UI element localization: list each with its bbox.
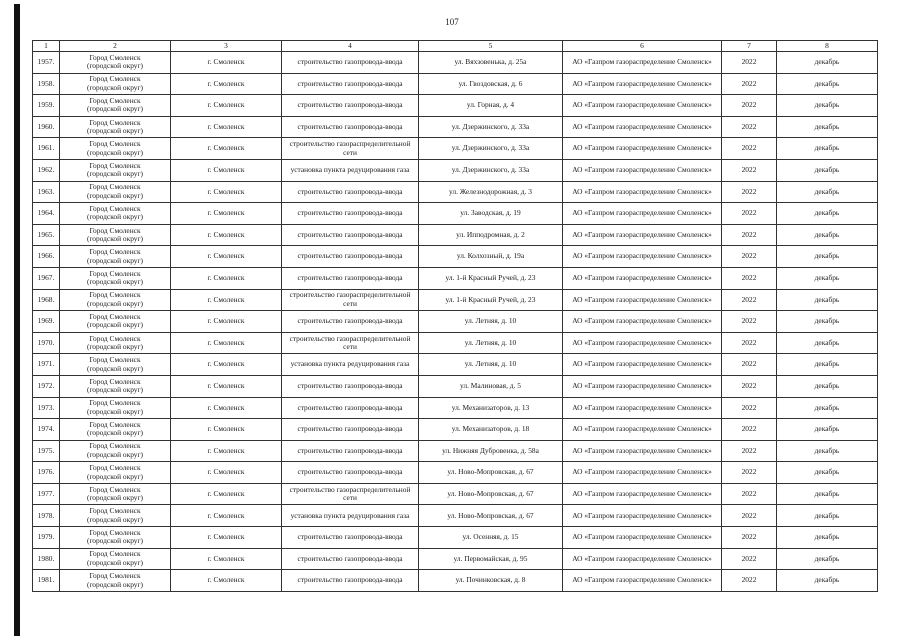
locality-cell: г. Смоленск — [171, 440, 282, 462]
address-cell: ул. Горная, д. 4 — [419, 95, 563, 117]
address-cell: ул. Летняя, д. 10 — [419, 332, 563, 354]
locality-cell: г. Смоленск — [171, 52, 282, 74]
locality-cell: г. Смоленск — [171, 462, 282, 484]
municipality-type: (городской округ) — [86, 212, 143, 222]
year-cell: 2022 — [722, 267, 777, 289]
organization-cell: АО «Газпром газораспределение Смоленск» — [563, 332, 722, 354]
row-number-cell: 1957. — [33, 52, 60, 74]
table-row — [33, 138, 878, 160]
work-type-cell: строительство газопровода-ввода — [282, 116, 419, 138]
address-cell: ул. Ново-Мопровская, д. 67 — [419, 483, 563, 505]
month-cell: декабрь — [777, 354, 878, 376]
municipality-name: Город Смоленск — [89, 333, 141, 343]
organization-cell: АО «Газпром газораспределение Смоленск» — [563, 116, 722, 138]
work-type-cell: установка пункта редуцирования газа — [282, 159, 419, 181]
work-type-cell: строительство газопровода-ввода — [282, 95, 419, 117]
table-row — [33, 440, 878, 462]
municipality-cell — [60, 440, 171, 462]
municipality-name: Город Смоленск — [89, 549, 141, 559]
table-body — [33, 52, 878, 592]
work-type-cell: строительство газопровода-ввода — [282, 462, 419, 484]
municipality-type: (городской округ) — [86, 428, 143, 438]
month-cell: декабрь — [777, 203, 878, 225]
year-cell: 2022 — [722, 397, 777, 419]
table-row — [33, 181, 878, 203]
year-cell: 2022 — [722, 440, 777, 462]
row-number-cell: 1977. — [33, 483, 60, 505]
month-cell: декабрь — [777, 527, 878, 549]
work-type-cell: строительство газопровода-ввода — [282, 397, 419, 419]
row-number-cell: 1976. — [33, 462, 60, 484]
year-cell: 2022 — [722, 181, 777, 203]
municipality-type: (городской округ) — [86, 493, 143, 503]
locality-cell: г. Смоленск — [171, 116, 282, 138]
organization-cell: АО «Газпром газораспределение Смоленск» — [563, 181, 722, 203]
organization-cell: АО «Газпром газораспределение Смоленск» — [563, 527, 722, 549]
address-cell: ул. Гвоздовская, д. 6 — [419, 73, 563, 95]
table-row — [33, 548, 878, 570]
row-number-cell: 1974. — [33, 419, 60, 441]
work-type-cell: строительство газораспределительной сети — [282, 289, 419, 311]
locality-cell: г. Смоленск — [171, 332, 282, 354]
work-type-cell: строительство газораспределительной сети — [282, 332, 419, 354]
work-type-cell: строительство газопровода-ввода — [282, 440, 419, 462]
table-row — [33, 311, 878, 333]
organization-cell: АО «Газпром газораспределение Смоленск» — [563, 224, 722, 246]
organization-cell: АО «Газпром газораспределение Смоленск» — [563, 138, 722, 160]
row-number-cell: 1969. — [33, 311, 60, 333]
municipality-type: (городской округ) — [86, 406, 143, 416]
table-row — [33, 224, 878, 246]
row-number-cell: 1959. — [33, 95, 60, 117]
address-cell: ул. Нижняя Дубровенка, д. 58а — [419, 440, 563, 462]
month-cell: декабрь — [777, 375, 878, 397]
year-cell: 2022 — [722, 462, 777, 484]
row-number-cell: 1958. — [33, 73, 60, 95]
work-type-cell: строительство газопровода-ввода — [282, 246, 419, 268]
locality-cell: г. Смоленск — [171, 73, 282, 95]
municipality-name: Город Смоленск — [89, 398, 141, 408]
locality-cell: г. Смоленск — [171, 289, 282, 311]
year-cell: 2022 — [722, 224, 777, 246]
month-cell: декабрь — [777, 52, 878, 74]
municipality-type: (городской округ) — [86, 61, 143, 71]
locality-cell: г. Смоленск — [171, 483, 282, 505]
table-row — [33, 246, 878, 268]
organization-cell: АО «Газпром газораспределение Смоленск» — [563, 440, 722, 462]
organization-cell: АО «Газпром газораспределение Смоленск» — [563, 95, 722, 117]
locality-cell: г. Смоленск — [171, 138, 282, 160]
address-cell: ул. Ново-Мопровская, д. 67 — [419, 505, 563, 527]
column-header: 1 — [33, 41, 60, 52]
row-number-cell: 1972. — [33, 375, 60, 397]
organization-cell: АО «Газпром газораспределение Смоленск» — [563, 289, 722, 311]
organization-cell: АО «Газпром газораспределение Смоленск» — [563, 397, 722, 419]
address-cell: ул. Дзержинского, д. 33а — [419, 138, 563, 160]
row-number-cell: 1979. — [33, 527, 60, 549]
column-header: 8 — [777, 41, 878, 52]
address-cell: ул. Осенняя, д. 15 — [419, 527, 563, 549]
table-row — [33, 483, 878, 505]
year-cell: 2022 — [722, 505, 777, 527]
municipality-type: (городской округ) — [86, 320, 143, 330]
column-number-row — [33, 41, 878, 52]
month-cell: декабрь — [777, 570, 878, 592]
table-row — [33, 375, 878, 397]
municipality-type: (городской округ) — [86, 190, 143, 200]
row-number-cell: 1981. — [33, 570, 60, 592]
municipality-type: (городской округ) — [86, 277, 143, 287]
month-cell: декабрь — [777, 246, 878, 268]
month-cell: декабрь — [777, 419, 878, 441]
column-header: 3 — [171, 41, 282, 52]
month-cell: декабрь — [777, 224, 878, 246]
month-cell: декабрь — [777, 462, 878, 484]
table-row — [33, 397, 878, 419]
month-cell: декабрь — [777, 289, 878, 311]
table-row — [33, 95, 878, 117]
year-cell: 2022 — [722, 52, 777, 74]
municipality-cell — [60, 289, 171, 311]
municipality-cell — [60, 246, 171, 268]
work-type-cell: строительство газораспределительной сети — [282, 483, 419, 505]
locality-cell: г. Смоленск — [171, 375, 282, 397]
locality-cell: г. Смоленск — [171, 397, 282, 419]
address-cell: ул. Починковская, д. 8 — [419, 570, 563, 592]
municipality-name: Город Смоленск — [89, 484, 141, 494]
organization-cell: АО «Газпром газораспределение Смоленск» — [563, 267, 722, 289]
municipality-cell — [60, 116, 171, 138]
municipality-cell — [60, 159, 171, 181]
address-cell: ул. Заводская, д. 19 — [419, 203, 563, 225]
table-row — [33, 505, 878, 527]
month-cell: декабрь — [777, 483, 878, 505]
municipality-name: Город Смоленск — [89, 95, 141, 105]
locality-cell: г. Смоленск — [171, 354, 282, 376]
month-cell: декабрь — [777, 267, 878, 289]
municipality-type: (городской округ) — [86, 82, 143, 92]
row-number-cell: 1963. — [33, 181, 60, 203]
address-cell: ул. Колхозный, д. 19а — [419, 246, 563, 268]
address-cell: ул. Механизаторов, д. 13 — [419, 397, 563, 419]
year-cell: 2022 — [722, 311, 777, 333]
year-cell: 2022 — [722, 95, 777, 117]
month-cell: декабрь — [777, 548, 878, 570]
column-header: 4 — [282, 41, 419, 52]
municipality-cell — [60, 267, 171, 289]
organization-cell: АО «Газпром газораспределение Смоленск» — [563, 548, 722, 570]
column-header: 2 — [60, 41, 171, 52]
organization-cell: АО «Газпром газораспределение Смоленск» — [563, 52, 722, 74]
municipality-cell — [60, 332, 171, 354]
municipality-cell — [60, 548, 171, 570]
address-cell: ул. Железнодорожная, д. 3 — [419, 181, 563, 203]
work-type-cell: установка пункта редуцирования газа — [282, 354, 419, 376]
municipality-name: Город Смоленск — [89, 571, 141, 581]
municipality-type: (городской округ) — [86, 169, 143, 179]
address-cell: ул. Малиновая, д. 5 — [419, 375, 563, 397]
organization-cell: АО «Газпром газораспределение Смоленск» — [563, 570, 722, 592]
table-row — [33, 289, 878, 311]
work-type-cell: строительство газопровода-ввода — [282, 73, 419, 95]
work-type-cell: строительство газопровода-ввода — [282, 224, 419, 246]
municipality-type: (городской округ) — [86, 363, 143, 373]
municipality-type: (городской округ) — [86, 536, 143, 546]
year-cell: 2022 — [722, 527, 777, 549]
month-cell: декабрь — [777, 505, 878, 527]
municipality-name: Город Смоленск — [89, 139, 141, 149]
municipality-name: Город Смоленск — [89, 247, 141, 257]
municipality-name: Город Смоленск — [89, 203, 141, 213]
year-cell: 2022 — [722, 159, 777, 181]
municipality-cell — [60, 138, 171, 160]
year-cell: 2022 — [722, 203, 777, 225]
work-type-cell: строительство газопровода-ввода — [282, 548, 419, 570]
municipality-name: Город Смоленск — [89, 419, 141, 429]
work-type-cell: строительство газопровода-ввода — [282, 419, 419, 441]
work-type-cell: строительство газопровода-ввода — [282, 267, 419, 289]
municipality-name: Город Смоленск — [89, 527, 141, 537]
year-cell: 2022 — [722, 116, 777, 138]
municipality-type: (городской округ) — [86, 471, 143, 481]
municipality-cell — [60, 397, 171, 419]
year-cell: 2022 — [722, 332, 777, 354]
year-cell: 2022 — [722, 483, 777, 505]
locality-cell: г. Смоленск — [171, 203, 282, 225]
municipality-type: (городской округ) — [86, 298, 143, 308]
municipality-type: (городской округ) — [86, 126, 143, 136]
municipality-name: Город Смоленск — [89, 268, 141, 278]
municipality-type: (городской округ) — [86, 104, 143, 114]
work-type-cell: строительство газопровода-ввода — [282, 181, 419, 203]
locality-cell: г. Смоленск — [171, 224, 282, 246]
year-cell: 2022 — [722, 375, 777, 397]
row-number-cell: 1962. — [33, 159, 60, 181]
municipality-cell — [60, 224, 171, 246]
month-cell: декабрь — [777, 159, 878, 181]
municipality-name: Город Смоленск — [89, 182, 141, 192]
row-number-cell: 1968. — [33, 289, 60, 311]
table-row — [33, 462, 878, 484]
municipality-cell — [60, 95, 171, 117]
locality-cell: г. Смоленск — [171, 95, 282, 117]
row-number-cell: 1975. — [33, 440, 60, 462]
municipality-cell — [60, 419, 171, 441]
month-cell: декабрь — [777, 332, 878, 354]
year-cell: 2022 — [722, 73, 777, 95]
organization-cell: АО «Газпром газораспределение Смоленск» — [563, 354, 722, 376]
row-number-cell: 1966. — [33, 246, 60, 268]
table-row — [33, 570, 878, 592]
row-number-cell: 1965. — [33, 224, 60, 246]
work-type-cell: строительство газопровода-ввода — [282, 203, 419, 225]
municipality-cell — [60, 462, 171, 484]
table-row — [33, 159, 878, 181]
row-number-cell: 1973. — [33, 397, 60, 419]
locality-cell: г. Смоленск — [171, 181, 282, 203]
month-cell: декабрь — [777, 73, 878, 95]
work-type-cell: строительство газопровода-ввода — [282, 311, 419, 333]
municipality-cell — [60, 375, 171, 397]
municipality-name: Город Смоленск — [89, 311, 141, 321]
row-number-cell: 1970. — [33, 332, 60, 354]
municipality-name: Город Смоленск — [89, 376, 141, 386]
year-cell: 2022 — [722, 548, 777, 570]
locality-cell: г. Смоленск — [171, 159, 282, 181]
row-number-cell: 1960. — [33, 116, 60, 138]
scan-edge-bar — [14, 4, 20, 636]
organization-cell: АО «Газпром газораспределение Смоленск» — [563, 159, 722, 181]
municipality-name: Город Смоленск — [89, 160, 141, 170]
locality-cell: г. Смоленск — [171, 246, 282, 268]
table-row — [33, 267, 878, 289]
municipality-type: (городской округ) — [86, 342, 143, 352]
organization-cell: АО «Газпром газораспределение Смоленск» — [563, 311, 722, 333]
page-number: 107 — [445, 17, 459, 27]
municipality-cell — [60, 483, 171, 505]
municipality-type: (городской округ) — [86, 557, 143, 567]
row-number-cell: 1980. — [33, 548, 60, 570]
month-cell: декабрь — [777, 138, 878, 160]
organization-cell: АО «Газпром газораспределение Смоленск» — [563, 203, 722, 225]
organization-cell: АО «Газпром газораспределение Смоленск» — [563, 246, 722, 268]
organization-cell: АО «Газпром газораспределение Смоленск» — [563, 419, 722, 441]
municipality-name: Город Смоленск — [89, 290, 141, 300]
locality-cell: г. Смоленск — [171, 311, 282, 333]
address-cell: ул. Ново-Мопровская, д. 67 — [419, 462, 563, 484]
month-cell: декабрь — [777, 440, 878, 462]
locality-cell: г. Смоленск — [171, 548, 282, 570]
year-cell: 2022 — [722, 354, 777, 376]
municipality-cell — [60, 52, 171, 74]
municipality-cell — [60, 73, 171, 95]
locality-cell: г. Смоленск — [171, 527, 282, 549]
work-type-cell: строительство газопровода-ввода — [282, 527, 419, 549]
row-number-cell: 1964. — [33, 203, 60, 225]
address-cell: ул. Первомайская, д. 95 — [419, 548, 563, 570]
organization-cell: АО «Газпром газораспределение Смоленск» — [563, 375, 722, 397]
row-number-cell: 1971. — [33, 354, 60, 376]
municipality-cell — [60, 181, 171, 203]
work-type-cell: строительство газораспределительной сети — [282, 138, 419, 160]
municipality-type: (городской округ) — [86, 579, 143, 589]
table-row — [33, 52, 878, 74]
organization-cell: АО «Газпром газораспределение Смоленск» — [563, 483, 722, 505]
municipality-name: Город Смоленск — [89, 441, 141, 451]
month-cell: декабрь — [777, 95, 878, 117]
municipality-type: (городской округ) — [86, 234, 143, 244]
year-cell: 2022 — [722, 419, 777, 441]
locality-cell: г. Смоленск — [171, 419, 282, 441]
address-cell: ул. Дзержинского, д. 33а — [419, 159, 563, 181]
municipality-cell — [60, 354, 171, 376]
municipality-name: Город Смоленск — [89, 506, 141, 516]
municipality-name: Город Смоленск — [89, 355, 141, 365]
table-row — [33, 527, 878, 549]
table-row — [33, 73, 878, 95]
row-number-cell: 1978. — [33, 505, 60, 527]
address-cell: ул. 1-й Красный Ручей, д. 23 — [419, 289, 563, 311]
month-cell: декабрь — [777, 397, 878, 419]
municipality-cell — [60, 203, 171, 225]
address-cell: ул. Механизаторов, д. 18 — [419, 419, 563, 441]
work-type-cell: строительство газопровода-ввода — [282, 570, 419, 592]
table-row — [33, 332, 878, 354]
municipality-type: (городской округ) — [86, 147, 143, 157]
municipality-name: Город Смоленск — [89, 52, 141, 62]
address-cell: ул. Вяхзовенька, д. 25а — [419, 52, 563, 74]
address-cell: ул. Летняя, д. 10 — [419, 311, 563, 333]
municipality-type: (городской округ) — [86, 514, 143, 524]
address-cell: ул. Летняя, д. 10 — [419, 354, 563, 376]
table-row — [33, 116, 878, 138]
year-cell: 2022 — [722, 570, 777, 592]
locality-cell: г. Смоленск — [171, 505, 282, 527]
table-row — [33, 203, 878, 225]
municipality-cell — [60, 505, 171, 527]
address-cell: ул. Дзержинского, д. 33а — [419, 116, 563, 138]
row-number-cell: 1967. — [33, 267, 60, 289]
municipality-name: Город Смоленск — [89, 117, 141, 127]
year-cell: 2022 — [722, 246, 777, 268]
organization-cell: АО «Газпром газораспределение Смоленск» — [563, 73, 722, 95]
municipality-name: Город Смоленск — [89, 463, 141, 473]
municipality-type: (городской округ) — [86, 385, 143, 395]
column-header: 7 — [722, 41, 777, 52]
municipality-type: (городской округ) — [86, 255, 143, 265]
municipality-type: (городской округ) — [86, 449, 143, 459]
column-header: 5 — [419, 41, 563, 52]
month-cell: декабрь — [777, 181, 878, 203]
month-cell: декабрь — [777, 116, 878, 138]
gasification-table — [32, 40, 878, 592]
year-cell: 2022 — [722, 289, 777, 311]
municipality-name: Город Смоленск — [89, 225, 141, 235]
table-row — [33, 354, 878, 376]
organization-cell: АО «Газпром газораспределение Смоленск» — [563, 505, 722, 527]
address-cell: ул. Ипподромная, д. 2 — [419, 224, 563, 246]
municipality-name: Город Смоленск — [89, 74, 141, 84]
work-type-cell: строительство газопровода-ввода — [282, 375, 419, 397]
municipality-cell — [60, 570, 171, 592]
municipality-cell — [60, 527, 171, 549]
month-cell: декабрь — [777, 311, 878, 333]
table-row — [33, 419, 878, 441]
municipality-cell — [60, 311, 171, 333]
year-cell: 2022 — [722, 138, 777, 160]
work-type-cell: установка пункта редуцирования газа — [282, 505, 419, 527]
column-header: 6 — [563, 41, 722, 52]
locality-cell: г. Смоленск — [171, 570, 282, 592]
address-cell: ул. 1-й Красный Ручей, д. 23 — [419, 267, 563, 289]
row-number-cell: 1961. — [33, 138, 60, 160]
work-type-cell: строительство газопровода-ввода — [282, 52, 419, 74]
organization-cell: АО «Газпром газораспределение Смоленск» — [563, 462, 722, 484]
locality-cell: г. Смоленск — [171, 267, 282, 289]
